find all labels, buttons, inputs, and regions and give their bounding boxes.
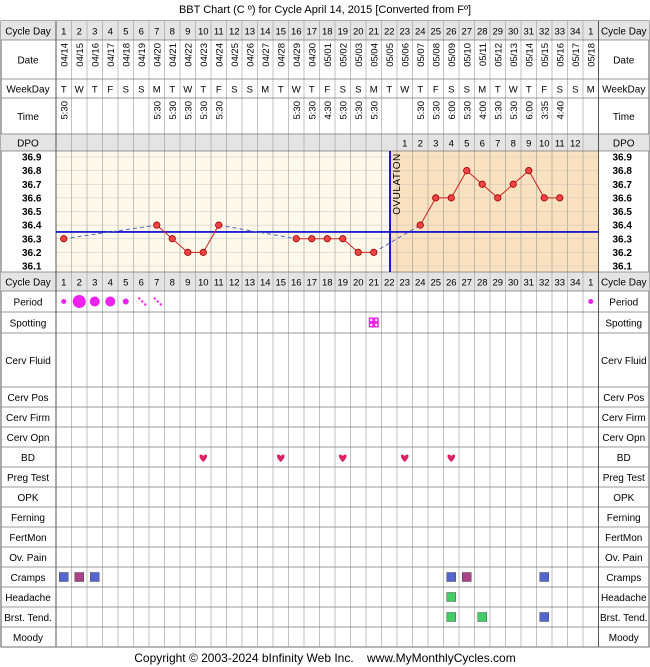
dpo-label: 1 [402, 138, 408, 150]
dpo-label: 12 [569, 138, 581, 150]
time-label: 5:30 [415, 101, 427, 120]
date-label: 05/13 [508, 43, 520, 67]
dpo-label: 6 [479, 138, 485, 150]
temp-point [324, 236, 330, 242]
row-label-right: Date [613, 55, 635, 67]
cycle-day-label: 3 [92, 277, 98, 289]
temp-tick-left: 36.3 [22, 234, 42, 246]
cycle-day-label: 24 [414, 277, 426, 289]
row-label-left: OPK [17, 493, 39, 504]
time-label: 3:35 [539, 101, 551, 120]
weekday-label: W [291, 84, 301, 96]
row-label-left: Date [17, 55, 39, 67]
row-label-right: Cycle Day [600, 277, 647, 289]
temp-point [371, 249, 377, 255]
cycle-day-label: 26 [445, 26, 457, 38]
cycle-day-label: 23 [399, 277, 411, 289]
date-label: 05/07 [415, 43, 427, 67]
symptom-marker [540, 613, 549, 622]
date-label: 05/10 [462, 43, 474, 67]
cycle-day-label: 11 [213, 26, 224, 38]
time-label: 4:30 [322, 101, 334, 120]
temp-point [557, 195, 563, 201]
date-label: 04/28 [276, 43, 288, 67]
time-label: 5:30 [353, 101, 365, 120]
temp-tick-left: 36.1 [22, 261, 42, 273]
time-label: 5:30 [462, 101, 474, 120]
row-label-left: Cerv Opn [6, 433, 50, 444]
date-label: 04/22 [183, 43, 195, 67]
row-label-left: WeekDay [6, 84, 50, 96]
row-label-right: Cramps [606, 573, 642, 584]
row-label-right: Cerv Pos [603, 393, 645, 404]
row-label-left: Cycle Day [5, 277, 51, 289]
temp-point [417, 222, 423, 228]
temp-point [433, 195, 439, 201]
date-label: 04/27 [260, 43, 272, 67]
time-label: 5:30 [508, 101, 520, 120]
date-label: 05/12 [493, 43, 505, 67]
weekday-label: T [494, 84, 501, 96]
temp-tick-right: 36.1 [612, 261, 632, 273]
time-label: 5:30 [493, 101, 505, 120]
time-label: 5:30 [59, 101, 71, 120]
row-label-left: Ferning [11, 513, 45, 524]
row-label-left: FertMon [9, 533, 47, 544]
temp-point [61, 236, 67, 242]
temp-point [216, 222, 222, 228]
cycle-day-label: 25 [430, 277, 442, 289]
temp-tick-right: 36.4 [612, 220, 632, 232]
date-label: 05/16 [555, 43, 567, 67]
weekday-label: W [400, 84, 410, 96]
symptom-marker [462, 573, 471, 582]
cycle-day-label: 5 [123, 277, 129, 289]
row-label-left: Cerv Firm [6, 413, 50, 424]
cycle-day-label: 30 [507, 26, 519, 38]
cycle-day-label: 3 [92, 26, 98, 38]
weekday-label: F [107, 84, 114, 96]
dpo-label: 7 [495, 138, 501, 150]
temp-point [309, 236, 315, 242]
dpo-label: 2 [417, 138, 423, 150]
row-label-left: Spotting [9, 318, 47, 330]
temp-point [510, 181, 516, 187]
row-label-right: BD [616, 453, 631, 464]
cycle-day-label: 9 [185, 26, 191, 38]
time-label: 5:30 [431, 101, 443, 120]
temp-point [495, 195, 501, 201]
cycle-day-label: 27 [461, 26, 473, 38]
row-label-left: Cramps [10, 573, 46, 584]
date-label: 04/24 [214, 43, 226, 67]
weekday-label: F [432, 84, 439, 96]
temp-tick-right: 36.6 [612, 193, 632, 205]
temp-point [200, 249, 206, 255]
symptom-marker [478, 613, 487, 622]
date-label: 04/15 [74, 43, 86, 67]
row-label-right: Spotting [605, 318, 643, 330]
row-label-right: Ov. Pain [604, 553, 643, 564]
period-marker [123, 299, 129, 305]
date-label: 05/06 [400, 43, 412, 67]
date-label: 04/17 [105, 43, 117, 67]
cycle-day-label: 22 [383, 277, 395, 289]
temp-tick-left: 36.5 [22, 207, 42, 218]
date-label: 04/20 [152, 43, 164, 67]
dpo-label: 8 [510, 138, 516, 150]
cycle-day-label: 11 [213, 277, 224, 289]
row-label-left: Preg Test [6, 473, 50, 484]
row-label-right: DPO [612, 138, 635, 150]
temp-tick-right: 36.8 [612, 166, 632, 178]
date-label: 04/25 [229, 43, 241, 67]
cycle-day-label: 1 [588, 277, 594, 289]
cycle-day-label: 24 [414, 26, 426, 38]
temp-point [293, 236, 299, 242]
weekday-label: S [246, 84, 253, 96]
weekday-label: T [417, 84, 424, 96]
time-label: 5:30 [214, 101, 226, 120]
cycle-day-label: 19 [337, 26, 349, 38]
date-label: 04/21 [167, 43, 179, 67]
row-label-right: Ferning [606, 513, 641, 524]
row-label-right: FertMon [605, 533, 643, 544]
row-label-right: Headache [600, 593, 647, 604]
symptom-marker [447, 573, 456, 582]
cycle-day-label: 25 [430, 26, 442, 38]
row-label-right: Period [609, 297, 639, 309]
row-label-right: Preg Test [602, 473, 645, 484]
period-dot [157, 300, 159, 302]
period-dot [154, 297, 156, 299]
temp-tick-right: 36.9 [612, 152, 632, 164]
dpo-label: 9 [526, 138, 532, 150]
spotting-dot [375, 324, 377, 326]
temp-tick-left: 36.4 [22, 220, 42, 232]
time-label: 5:30 [152, 101, 164, 120]
chart-title: BBT Chart (C º) for Cycle April 14, 2015 [Converted from Fº] [178, 4, 472, 16]
time-label: 5:30 [291, 101, 303, 120]
cycle-day-label: 33 [554, 277, 566, 289]
time-label: 5:30 [307, 101, 319, 120]
cycle-day-label: 8 [169, 277, 175, 289]
temp-point [448, 195, 454, 201]
weekday-label: M [152, 84, 161, 96]
cycle-day-label: 19 [337, 277, 349, 289]
cycle-day-label: 14 [259, 26, 271, 38]
cycle-day-label: 15 [275, 26, 287, 38]
date-label: 05/02 [338, 43, 350, 67]
row-label-right: Moody [608, 633, 639, 644]
cycle-day-label: 12 [228, 26, 240, 38]
symptom-marker [447, 613, 456, 622]
cycle-day-label: 5 [123, 26, 129, 38]
temp-tick-right: 36.3 [612, 234, 632, 246]
spotting-dot [375, 319, 377, 321]
row-label-left: Ov. Pain [9, 553, 47, 564]
time-label: 5:30 [338, 101, 350, 120]
row-label-right: WeekDay [602, 84, 646, 96]
cycle-day-label: 17 [306, 277, 318, 289]
cycle-day-label: 18 [321, 26, 333, 38]
row-label-left: DPO [17, 138, 39, 150]
time-label: 4:40 [555, 101, 567, 120]
symptom-marker [59, 573, 68, 582]
weekday-label: T [386, 84, 393, 96]
weekday-label: F [541, 84, 548, 96]
cycle-day-label: 9 [185, 277, 191, 289]
cycle-day-label: 21 [368, 26, 380, 38]
period-dot [141, 300, 143, 302]
date-label: 04/16 [90, 43, 102, 67]
weekday-label: S [572, 84, 579, 96]
spotting-dot [370, 319, 372, 321]
period-marker [61, 299, 66, 304]
weekday-label: S [339, 84, 346, 96]
symptom-marker [447, 593, 456, 602]
weekday-label: S [448, 84, 455, 96]
weekday-label: M [586, 84, 595, 96]
temp-tick-left: 36.9 [22, 152, 42, 164]
date-label: 05/08 [431, 43, 443, 67]
cycle-day-label: 4 [107, 277, 113, 289]
weekday-label: S [556, 84, 563, 96]
period-marker [73, 295, 86, 308]
cycle-day-label: 32 [538, 26, 550, 38]
row-label-right: Cerv Fluid [600, 356, 647, 367]
time-label: 6:00 [524, 101, 536, 120]
cycle-day-label: 17 [306, 26, 318, 38]
cycle-day-label: 31 [523, 277, 535, 289]
weekday-label: T [169, 84, 176, 96]
dpo-label: 10 [538, 138, 550, 150]
temp-tick-right: 36.7 [612, 179, 632, 191]
date-label: 05/17 [570, 43, 582, 67]
period-marker [105, 297, 115, 307]
cycle-day-label: 2 [76, 277, 82, 289]
spotting-dot [370, 324, 372, 326]
cycle-day-label: 1 [61, 26, 67, 38]
temp-point [526, 167, 532, 173]
date-label: 05/15 [539, 43, 551, 67]
time-label: 5:30 [183, 101, 195, 120]
temp-point [169, 236, 175, 242]
row-label-left: Brst. Tend. [4, 613, 52, 624]
date-label: 05/01 [322, 43, 334, 67]
symptom-marker [75, 573, 84, 582]
date-label: 05/03 [353, 43, 365, 67]
cycle-day-label: 4 [107, 26, 113, 38]
temp-tick-right: 36.5 [612, 207, 632, 218]
date-label: 05/14 [524, 43, 536, 67]
row-label-right: OPK [613, 493, 635, 504]
weekday-label: T [277, 84, 284, 96]
date-label: 04/30 [307, 43, 319, 67]
date-label: 05/09 [446, 43, 458, 67]
row-label-left: BD [21, 453, 35, 464]
dpo-label: 5 [464, 138, 470, 150]
weekday-label: F [215, 84, 222, 96]
cycle-day-label: 16 [290, 26, 302, 38]
time-label: 5:30 [167, 101, 179, 120]
temp-tick-left: 36.6 [22, 193, 42, 205]
temp-tick-left: 36.8 [22, 166, 42, 178]
weekday-label: T [60, 84, 67, 96]
cycle-day-label: 2 [76, 26, 82, 38]
cycle-day-label: 14 [259, 277, 271, 289]
temp-point [479, 181, 485, 187]
temp-point [340, 236, 346, 242]
weekday-label: S [231, 84, 238, 96]
date-label: 05/11 [477, 43, 489, 67]
row-label-left: Moody [12, 633, 44, 644]
temp-tick-left: 36.2 [22, 247, 42, 259]
weekday-label: S [122, 84, 129, 96]
weekday-label: W [508, 84, 518, 96]
weekday-label: T [91, 84, 98, 96]
cycle-day-label: 22 [383, 26, 395, 38]
cycle-day-label: 13 [244, 26, 256, 38]
weekday-label: W [74, 84, 84, 96]
dpo-label: 11 [554, 138, 565, 150]
row-label-right: Cerv Firm [601, 413, 646, 424]
temp-point [154, 222, 160, 228]
cycle-day-label: 34 [569, 26, 581, 38]
cycle-day-label: 1 [61, 277, 67, 289]
time-label: 5:30 [198, 101, 210, 120]
cycle-day-label: 29 [492, 277, 504, 289]
cycle-day-label: 21 [368, 277, 380, 289]
weekday-label: T [308, 84, 315, 96]
ovulation-label: OVULATION [392, 153, 404, 215]
row-label-right: Cycle Day [600, 26, 647, 38]
temp-point [355, 249, 361, 255]
weekday-label: M [261, 84, 270, 96]
temp-point [464, 167, 470, 173]
cycle-day-label: 34 [569, 277, 581, 289]
cycle-day-label: 20 [352, 277, 364, 289]
cycle-day-label: 18 [321, 277, 333, 289]
cycle-day-label: 28 [476, 277, 488, 289]
weekday-label: F [324, 84, 331, 96]
cycle-day-label: 29 [492, 26, 504, 38]
date-label: 04/29 [291, 43, 303, 67]
cycle-day-label: 27 [461, 277, 473, 289]
temp-tick-left: 36.7 [22, 179, 42, 191]
cycle-day-label: 30 [507, 277, 519, 289]
period-dot [160, 303, 162, 305]
date-label: 04/19 [136, 43, 148, 67]
symptom-marker [90, 573, 99, 582]
weekday-label: T [525, 84, 532, 96]
time-label: 5:30 [369, 101, 381, 120]
cycle-day-label: 7 [154, 26, 160, 38]
cycle-day-label: 32 [538, 277, 550, 289]
cycle-day-label: 15 [275, 277, 287, 289]
time-label: 4:00 [477, 101, 489, 120]
row-label-left: Period [13, 297, 43, 309]
cycle-day-label: 28 [476, 26, 488, 38]
cycle-day-label: 10 [197, 277, 209, 289]
date-label: 04/26 [245, 43, 257, 67]
cycle-day-label: 10 [197, 26, 209, 38]
period-marker [90, 297, 100, 307]
row-label-right: Cerv Opn [602, 433, 646, 444]
dpo-label: 3 [433, 138, 439, 150]
row-label-right: Time [612, 112, 635, 123]
weekday-label: S [463, 84, 470, 96]
cycle-day-label: 1 [588, 26, 594, 38]
weekday-label: T [200, 84, 207, 96]
row-label-right: Brst. Tend. [599, 613, 648, 624]
cycle-day-label: 7 [154, 277, 160, 289]
cycle-day-label: 16 [290, 277, 302, 289]
cycle-day-label: 20 [352, 26, 364, 38]
cycle-day-label: 13 [244, 277, 256, 289]
cycle-day-label: 6 [138, 26, 144, 38]
row-label-left: Cerv Pos [7, 393, 49, 404]
cycle-day-label: 31 [523, 26, 535, 38]
weekday-label: M [478, 84, 487, 96]
date-label: 05/05 [384, 43, 396, 67]
dpo-label: 4 [448, 138, 454, 150]
period-dot [144, 303, 146, 305]
cycle-day-label: 23 [399, 26, 411, 38]
footer-copyright: Copyright © 2003-2024 bInfinity Web Inc. www.MyMonthlyCycles.com [134, 651, 516, 665]
date-label: 05/18 [586, 43, 598, 67]
weekday-label: S [355, 84, 362, 96]
temp-point [185, 249, 191, 255]
period-dot [138, 297, 140, 299]
temp-point [541, 195, 547, 201]
row-label-left: Time [17, 112, 39, 123]
date-label: 04/23 [198, 43, 210, 67]
weekday-label: M [369, 84, 378, 96]
temp-tick-right: 36.2 [612, 247, 632, 259]
weekday-label: W [183, 84, 193, 96]
date-label: 04/18 [121, 43, 133, 67]
cycle-day-label: 6 [138, 277, 144, 289]
row-label-left: Cerv Fluid [5, 356, 51, 367]
symptom-marker [540, 573, 549, 582]
cycle-day-label: 12 [228, 277, 240, 289]
date-label: 04/14 [59, 43, 71, 67]
date-label: 05/04 [369, 43, 381, 67]
spotting-marker [369, 318, 379, 328]
row-label-left: Cycle Day [5, 26, 51, 38]
time-label: 6:00 [446, 101, 458, 120]
row-label-left: Headache [5, 593, 51, 604]
cycle-day-label: 33 [554, 26, 566, 38]
cycle-day-label: 8 [169, 26, 175, 38]
period-marker [588, 299, 593, 304]
weekday-label: S [138, 84, 145, 96]
cycle-day-label: 26 [445, 277, 457, 289]
